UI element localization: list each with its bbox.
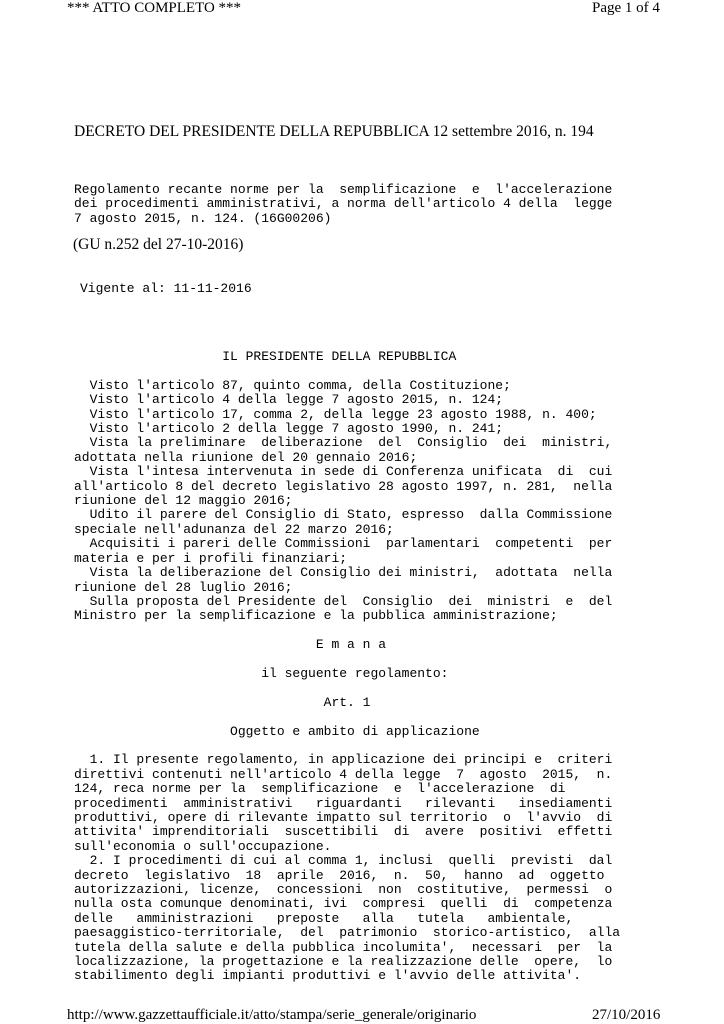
footer-url: http://www.gazzettaufficiale.it/atto/stampa/serie_generale/originario [67, 1007, 477, 1023]
decree-subtitle: Regolamento recante norme per la semplificazione e l'accelerazione dei procedimenti amministrativi, a norma dell'articolo 4 della legge 7 agosto 2015, n. 124. (16G00206) [74, 182, 613, 226]
header-document-label: *** ATTO COMPLETO *** [67, 0, 242, 16]
decree-body: IL PRESIDENTE DELLA REPUBBLICA Visto l'articolo 87, quinto comma, della Costituzione; Visto l'articolo 4 della legge 7 agosto 2015, n. 124; Visto l'articolo 17, comma 2, della legge 23 agosto 1988, n. 400; Visto l'articolo 2 della legge 7 agosto 1990, n. 241; Vista la preliminare deliberazione del Consiglio dei ministri, adottata nella riunione del 20 gennaio 2016; Vista l'intesa intervenuta in sede di Conferenza unificata di cui all'articolo 8 del decreto legislativo 28 agosto 1997, n. 281, nella riunione del 12 maggio 2016; Udito il parere del Consiglio di Stato, espresso dalla Commissione speciale nell'adunanza del 22 marzo 2016; Acquisiti i pareri delle Commissioni parlamentari competenti per materia e per i profili finanziari; Vista la deliberazione del Consiglio dei ministri, adottata nella riunione del 28 luglio 2016; Sulla proposta del Presidente del Consiglio dei ministri e del Ministro per la semplificazione e la pubblica amministrazione; E m a n a il seguente regolamento: Art. 1 Oggetto e ambito di applicazione 1. Il presente regolamento, in applicazione dei principi e criteri direttivi contenuti nell'articolo 4 della legge 7 agosto 2015, n. 124, reca norme per la semplificazione e l'accelerazione di procedimenti amministrativi riguardanti rilevanti insediamenti produttivi, opere di rilevante impatto sul territorio o l'avvio di attivita' imprenditoriali suscettibili di avere positivi effetti sull'economia o sull'occupazione. 2. I procedimenti di cui al comma 1, inclusi quelli previsti dal decreto legislativo 18 aprile 2016, n. 50, hanno ad oggetto autorizzazioni, licenze, concessioni non costitutive, permessi o nulla osta comunque denominati, ivi compresi quelli di competenza delle amministrazioni preposte alla tutela ambientale, paesaggistico-territoriale, del patrimonio storico-artistico, alla tutela della salute e della pubblica incolumita', necessari per la localizzazione, la progettazione e la realizzazione delle opere, lo stabilimento degli impianti produttivi e l'avvio delle attivita'. [74, 349, 621, 984]
gazette-reference: (GU n.252 del 27-10-2016) [73, 236, 244, 253]
page-number: Page 1 of 4 [592, 0, 660, 16]
footer-date: 27/10/2016 [592, 1007, 661, 1023]
effective-date: Vigente al: 11-11-2016 [80, 281, 252, 296]
decree-title: DECRETO DEL PRESIDENTE DELLA REPUBBLICA 12 settembre 2016, n. 194 [74, 123, 594, 140]
